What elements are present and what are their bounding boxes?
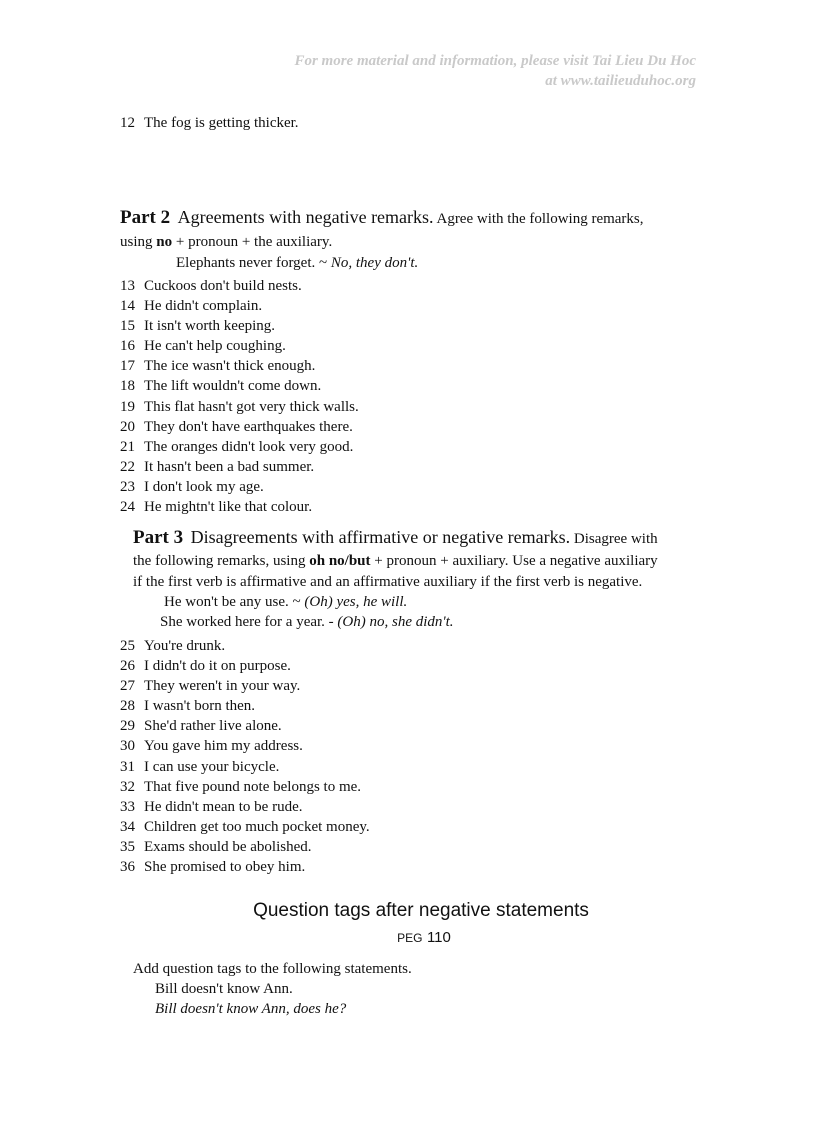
part3-example-1-text: He won't be any use. ~ <box>164 594 305 610</box>
part3-example-1-answer: (Oh) yes, he will. <box>304 594 408 610</box>
item-number: 28 <box>120 698 135 715</box>
part2-example-answer: No, they don't. <box>330 255 419 271</box>
part3-example-2-text: She worked here for a year. - <box>160 614 338 630</box>
item-number: 22 <box>120 458 135 475</box>
exercise-item-20 <box>120 417 359 437</box>
exercise-item-18 <box>120 376 359 396</box>
item-text: They don't have earthquakes there. <box>144 418 353 435</box>
item-text: She'd rather live alone. <box>144 718 282 735</box>
part3-example-2-answer: (Oh) no, she didn't. <box>337 614 454 630</box>
exercise-item-29 <box>120 716 370 736</box>
item-text: The fog is getting thicker. <box>144 115 299 131</box>
item-text: I can use your bicycle. <box>144 758 280 775</box>
part3-title: Disagreements with affirmative or negative remarks. <box>190 527 571 547</box>
part3-instruction-a: Disagree with <box>573 531 658 547</box>
item-text: This flat hasn't got very thick walls. <box>144 398 359 415</box>
section-instruction: Add question tags to the following statements. <box>133 961 412 977</box>
item-text: The ice wasn't thick enough. <box>144 358 316 375</box>
item-number: 16 <box>120 338 135 355</box>
item-text: He didn't complain. <box>144 298 263 315</box>
exercise-item-16 <box>120 336 359 356</box>
exercise-item-23 <box>120 477 359 497</box>
part2-instruction-keyword: no <box>156 234 173 250</box>
item-number: 17 <box>120 358 135 375</box>
item-text: I wasn't born then. <box>144 698 256 715</box>
exercise-item-14 <box>120 296 359 316</box>
item-number: 30 <box>120 738 135 755</box>
exercise-item-33 <box>120 797 370 817</box>
item-number: 33 <box>120 798 135 815</box>
item-number: 35 <box>120 838 135 855</box>
watermark-line-1: For more material and information, please visit Tai Lieu Du Hoc <box>294 53 696 69</box>
part3-label: Part 3 <box>133 527 184 548</box>
item-number: 31 <box>120 758 135 775</box>
item-text: Cuckoos don't build nests. <box>144 278 302 294</box>
exercise-item-34 <box>120 817 370 837</box>
item-number: 32 <box>120 778 135 795</box>
exercise-item-13 <box>120 276 359 296</box>
watermark-line-2: at www.tailieuduhoc.org <box>545 73 696 89</box>
item-number: 14 <box>120 298 135 315</box>
item-number: 25 <box>120 638 135 654</box>
item-text: The lift wouldn't come down. <box>144 378 322 395</box>
item-text: You're drunk. <box>144 638 226 654</box>
exercise-item-36 <box>120 857 370 877</box>
item-text: Exams should be abolished. <box>144 838 312 855</box>
part2-heading <box>120 207 644 229</box>
part2-label: Part 2 <box>120 207 171 228</box>
item-number: 18 <box>120 378 135 395</box>
exercise-item-25 <box>120 636 370 656</box>
item-text: She promised to obey him. <box>144 859 306 876</box>
item-text: It hasn't been a bad summer. <box>144 458 315 475</box>
part2-instruction-pre: using <box>120 234 157 250</box>
item-text: Children get too much pocket money. <box>144 818 370 835</box>
item-number: 23 <box>120 478 135 495</box>
exercise-item-26 <box>120 656 370 676</box>
item-text: He didn't mean to be rude. <box>144 798 303 815</box>
item-text: He can't help coughing. <box>144 338 286 355</box>
item-text: I didn't do it on purpose. <box>144 658 291 675</box>
peg-reference <box>0 929 816 947</box>
part2-title: Agreements with negative remarks. <box>177 207 434 227</box>
peg-number: 110 <box>426 929 451 946</box>
item-number: 19 <box>120 398 135 415</box>
part3-instruction-keyword: oh no/but <box>309 553 371 569</box>
peg-label: PEG <box>397 931 423 945</box>
item-number: 34 <box>120 818 135 835</box>
section-example-answer: Bill doesn't know Ann, does he? <box>155 1001 347 1017</box>
exercise-item-24 <box>120 497 359 517</box>
part3-list <box>120 636 370 877</box>
exercise-item-22 <box>120 457 359 477</box>
exercise-item-17 <box>120 356 359 376</box>
exercise-item-19 <box>120 397 359 417</box>
part3-example-1 <box>164 592 407 612</box>
item-text: That five pound note belongs to me. <box>144 778 362 795</box>
item-number: 26 <box>120 658 135 675</box>
exercise-item-35 <box>120 837 370 857</box>
exercise-item-27 <box>120 676 370 696</box>
item-number: 29 <box>120 718 135 735</box>
item-number: 21 <box>120 438 135 455</box>
part2-instruction <box>120 232 332 252</box>
item-text: He mightn't like that colour. <box>144 499 313 516</box>
item-number: 12 <box>120 115 135 131</box>
item-number: 13 <box>120 278 135 294</box>
part2-list <box>120 276 359 517</box>
part2-example <box>176 253 418 273</box>
item-number: 24 <box>120 499 135 516</box>
exercise-item-15 <box>120 316 359 336</box>
exercise-item-30 <box>120 736 370 756</box>
item-text: It isn't worth keeping. <box>144 318 276 335</box>
exercise-item-12 <box>120 113 299 133</box>
section-heading: Question tags after negative statements <box>253 900 589 921</box>
exercise-item-21 <box>120 437 359 457</box>
part2-example-text: Elephants never forget. ~ <box>176 255 331 271</box>
item-number: 15 <box>120 318 135 335</box>
exercise-item-31 <box>120 757 370 777</box>
part3-instruction-c: if the first verb is affirmative and an affirmative auxiliary if the first verb is negative. <box>133 574 643 590</box>
item-number: 36 <box>120 859 135 876</box>
item-number: 20 <box>120 418 135 435</box>
item-number: 27 <box>120 678 135 695</box>
part3-example-2 <box>160 612 454 632</box>
part3-instruction-pre: the following remarks, using <box>133 553 310 569</box>
item-text: I don't look my age. <box>144 478 264 495</box>
part3-heading <box>133 527 658 549</box>
exercise-item-32 <box>120 777 370 797</box>
part2-instruction-post: + pronoun + the auxiliary. <box>172 234 333 250</box>
item-text: You gave him my address. <box>144 738 303 755</box>
item-text: They weren't in your way. <box>144 678 301 695</box>
item-text: The oranges didn't look very good. <box>144 438 354 455</box>
part2-instruction-a: Agree with the following remarks, <box>436 211 644 227</box>
part3-instruction-post: + pronoun + auxiliary. Use a negative auxiliary <box>370 553 658 569</box>
part3-instruction-b <box>133 551 658 571</box>
section-example-line: Bill doesn't know Ann. <box>155 981 293 997</box>
exercise-item-28 <box>120 696 370 716</box>
